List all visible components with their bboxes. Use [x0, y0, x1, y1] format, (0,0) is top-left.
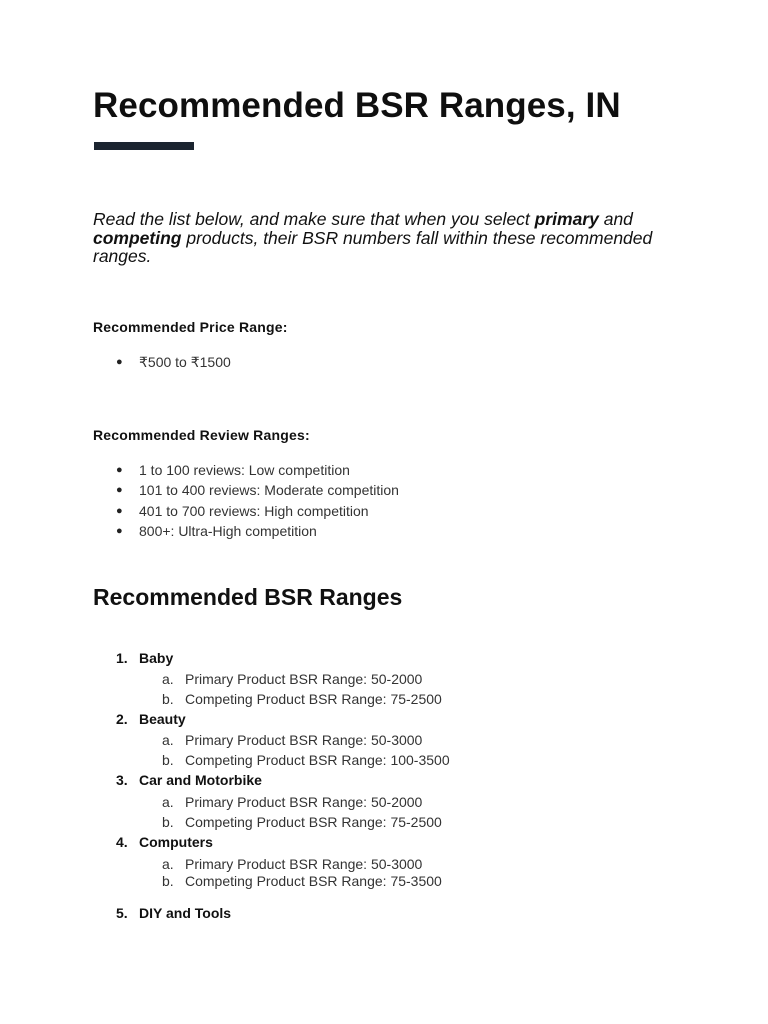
competing-bsr-range: b. Competing Product BSR Range: 75-2500: [162, 691, 442, 707]
list-item: [93, 521, 399, 541]
primary-bsr-range: a. Primary Product BSR Range: 50-3000: [162, 856, 423, 872]
price-range-list: [93, 352, 231, 372]
competing-bsr-range: b. Competing Product BSR Range: 75-3500: [162, 873, 442, 889]
intro-text-3: products, their BSR numbers fall within these recommended ranges.: [93, 227, 653, 266]
bullet-icon: ●: [116, 484, 123, 497]
intro-text-1: Read the list below, and make sure that when you select: [93, 209, 535, 229]
title-underline: [94, 142, 194, 150]
category-item-baby: 1. Baby: [116, 650, 174, 666]
bullet-icon: ●: [116, 524, 123, 537]
price-range-label: Recommended Price Range:: [93, 319, 288, 335]
list-item: [93, 352, 231, 372]
bsr-section-heading: Recommended BSR Ranges: [93, 584, 403, 610]
review-ranges-label: Recommended Review Ranges:: [93, 427, 310, 443]
bullet-icon: ●: [116, 504, 123, 517]
category-item-computers: 4. Computers: [116, 834, 213, 850]
category-item-diy-and-tools: 5. DIY and Tools: [116, 905, 232, 921]
primary-bsr-range: a. Primary Product BSR Range: 50-3000: [162, 732, 423, 748]
primary-bsr-range: a. Primary Product BSR Range: 50-2000: [162, 671, 423, 687]
primary-bsr-range: a. Primary Product BSR Range: 50-2000: [162, 794, 423, 810]
intro-bold-primary: primary: [534, 209, 599, 229]
list-item: [93, 501, 399, 521]
competing-bsr-range: b. Competing Product BSR Range: 100-3500: [162, 752, 450, 768]
intro-text-2: and: [598, 209, 633, 229]
review-range-text: 401 to 700 reviews: High competition: [139, 502, 369, 519]
list-item: [93, 460, 399, 480]
list-item: [93, 480, 399, 500]
price-range-text: ₹500 to ₹1500: [139, 354, 231, 370]
review-range-text: 800+: Ultra-High competition: [139, 522, 317, 539]
page-title: Recommended BSR Ranges, IN: [93, 86, 621, 125]
category-item-beauty: 2. Beauty: [116, 711, 186, 727]
intro-paragraph: [93, 210, 693, 266]
bullet-icon: ●: [116, 464, 123, 476]
bullet-icon: ●: [116, 356, 123, 368]
intro-bold-competing: competing: [93, 227, 182, 248]
competing-bsr-range: b. Competing Product BSR Range: 75-2500: [162, 814, 442, 830]
review-ranges-list: [93, 460, 399, 541]
category-item-car-and-motorbike: 3. Car and Motorbike: [116, 772, 262, 788]
review-range-text: 101 to 400 reviews: Moderate competition: [139, 482, 399, 499]
review-range-text: 1 to 100 reviews: Low competition: [139, 462, 350, 478]
